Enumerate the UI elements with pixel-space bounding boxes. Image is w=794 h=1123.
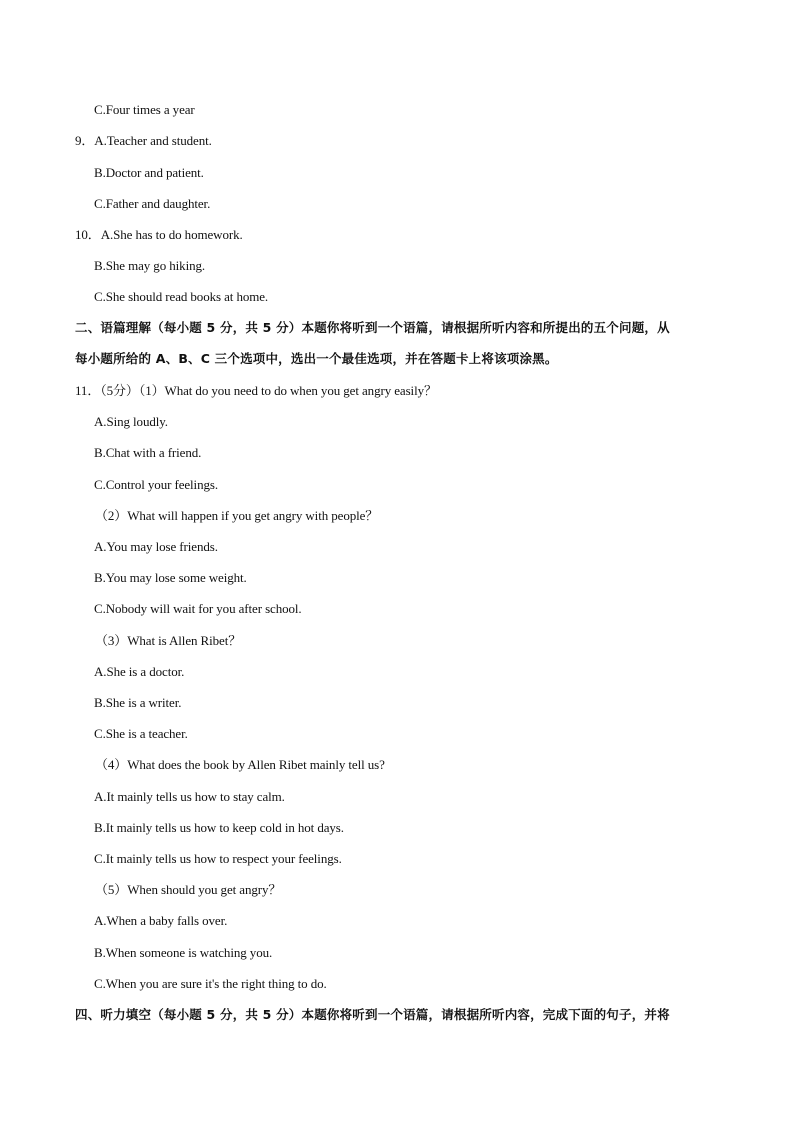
q11-4-option-b: B.It mainly tells us how to keep cold in hot days. <box>94 820 344 835</box>
q11-3-option-a: A.She is a doctor. <box>94 664 185 679</box>
section-2-instructions: 每小题所给的 A、B、C 三个选项中，选出一个最佳选项，并在答题卡上将该项涂黑。 <box>75 351 558 366</box>
q11-3-option-c: C.She is a teacher. <box>94 726 188 741</box>
question-10-option-b: B.She may go hiking. <box>94 258 206 273</box>
question-9-option-a: 9．A.Teacher and student. <box>75 133 212 148</box>
q11-5-option-b: B.When someone is watching you. <box>94 945 273 960</box>
option-c-q8: C.Four times a year <box>94 102 195 117</box>
question-11-part-5: （5）When should you get angry？ <box>95 882 282 897</box>
question-10-option-a: 10．A.She has to do homework. <box>75 227 243 242</box>
question-11-part-1: 11．（5分）（1）What do you need to do when you get angry easily？ <box>75 383 437 398</box>
question-11-part-4: （4）What does the book by Allen Ribet mainly tell us? <box>95 757 385 772</box>
q11-4-option-a: A.It mainly tells us how to stay calm. <box>94 789 285 804</box>
q11-5-option-a: A.When a baby falls over. <box>94 913 228 928</box>
section-4-heading: 四、听力填空（每小题 5 分，共 5 分）本题你将听到一个语篇，请根据所听内容，完成下面的句子，并将 <box>75 1007 670 1022</box>
section-2-heading: 二、语篇理解（每小题 5 分，共 5 分）本题你将听到一个语篇，请根据所听内容和所提出的五个问题，从 <box>75 320 670 335</box>
question-9-option-c: C.Father and daughter. <box>94 196 211 211</box>
q11-5-option-c: C.When you are sure it's the right thing to do. <box>94 976 327 991</box>
q11-2-option-c: C.Nobody will wait for you after school. <box>94 601 302 616</box>
q11-2-option-a: A.You may lose friends. <box>94 539 218 554</box>
question-11-part-3: （3）What is Allen Ribet？ <box>95 633 242 648</box>
q11-4-option-c: C.It mainly tells us how to respect your feelings. <box>94 851 342 866</box>
q11-2-option-b: B.You may lose some weight. <box>94 570 247 585</box>
question-9-option-b: B.Doctor and patient. <box>94 165 204 180</box>
q11-3-option-b: B.She is a writer. <box>94 695 182 710</box>
question-10-option-c: C.She should read books at home. <box>94 289 269 304</box>
q11-1-option-a: A.Sing loudly. <box>94 414 168 429</box>
q11-1-option-c: C.Control your feelings. <box>94 477 218 492</box>
q11-1-option-b: B.Chat with a friend. <box>94 445 202 460</box>
question-11-part-2: （2）What will happen if you get angry with people？ <box>95 508 379 523</box>
